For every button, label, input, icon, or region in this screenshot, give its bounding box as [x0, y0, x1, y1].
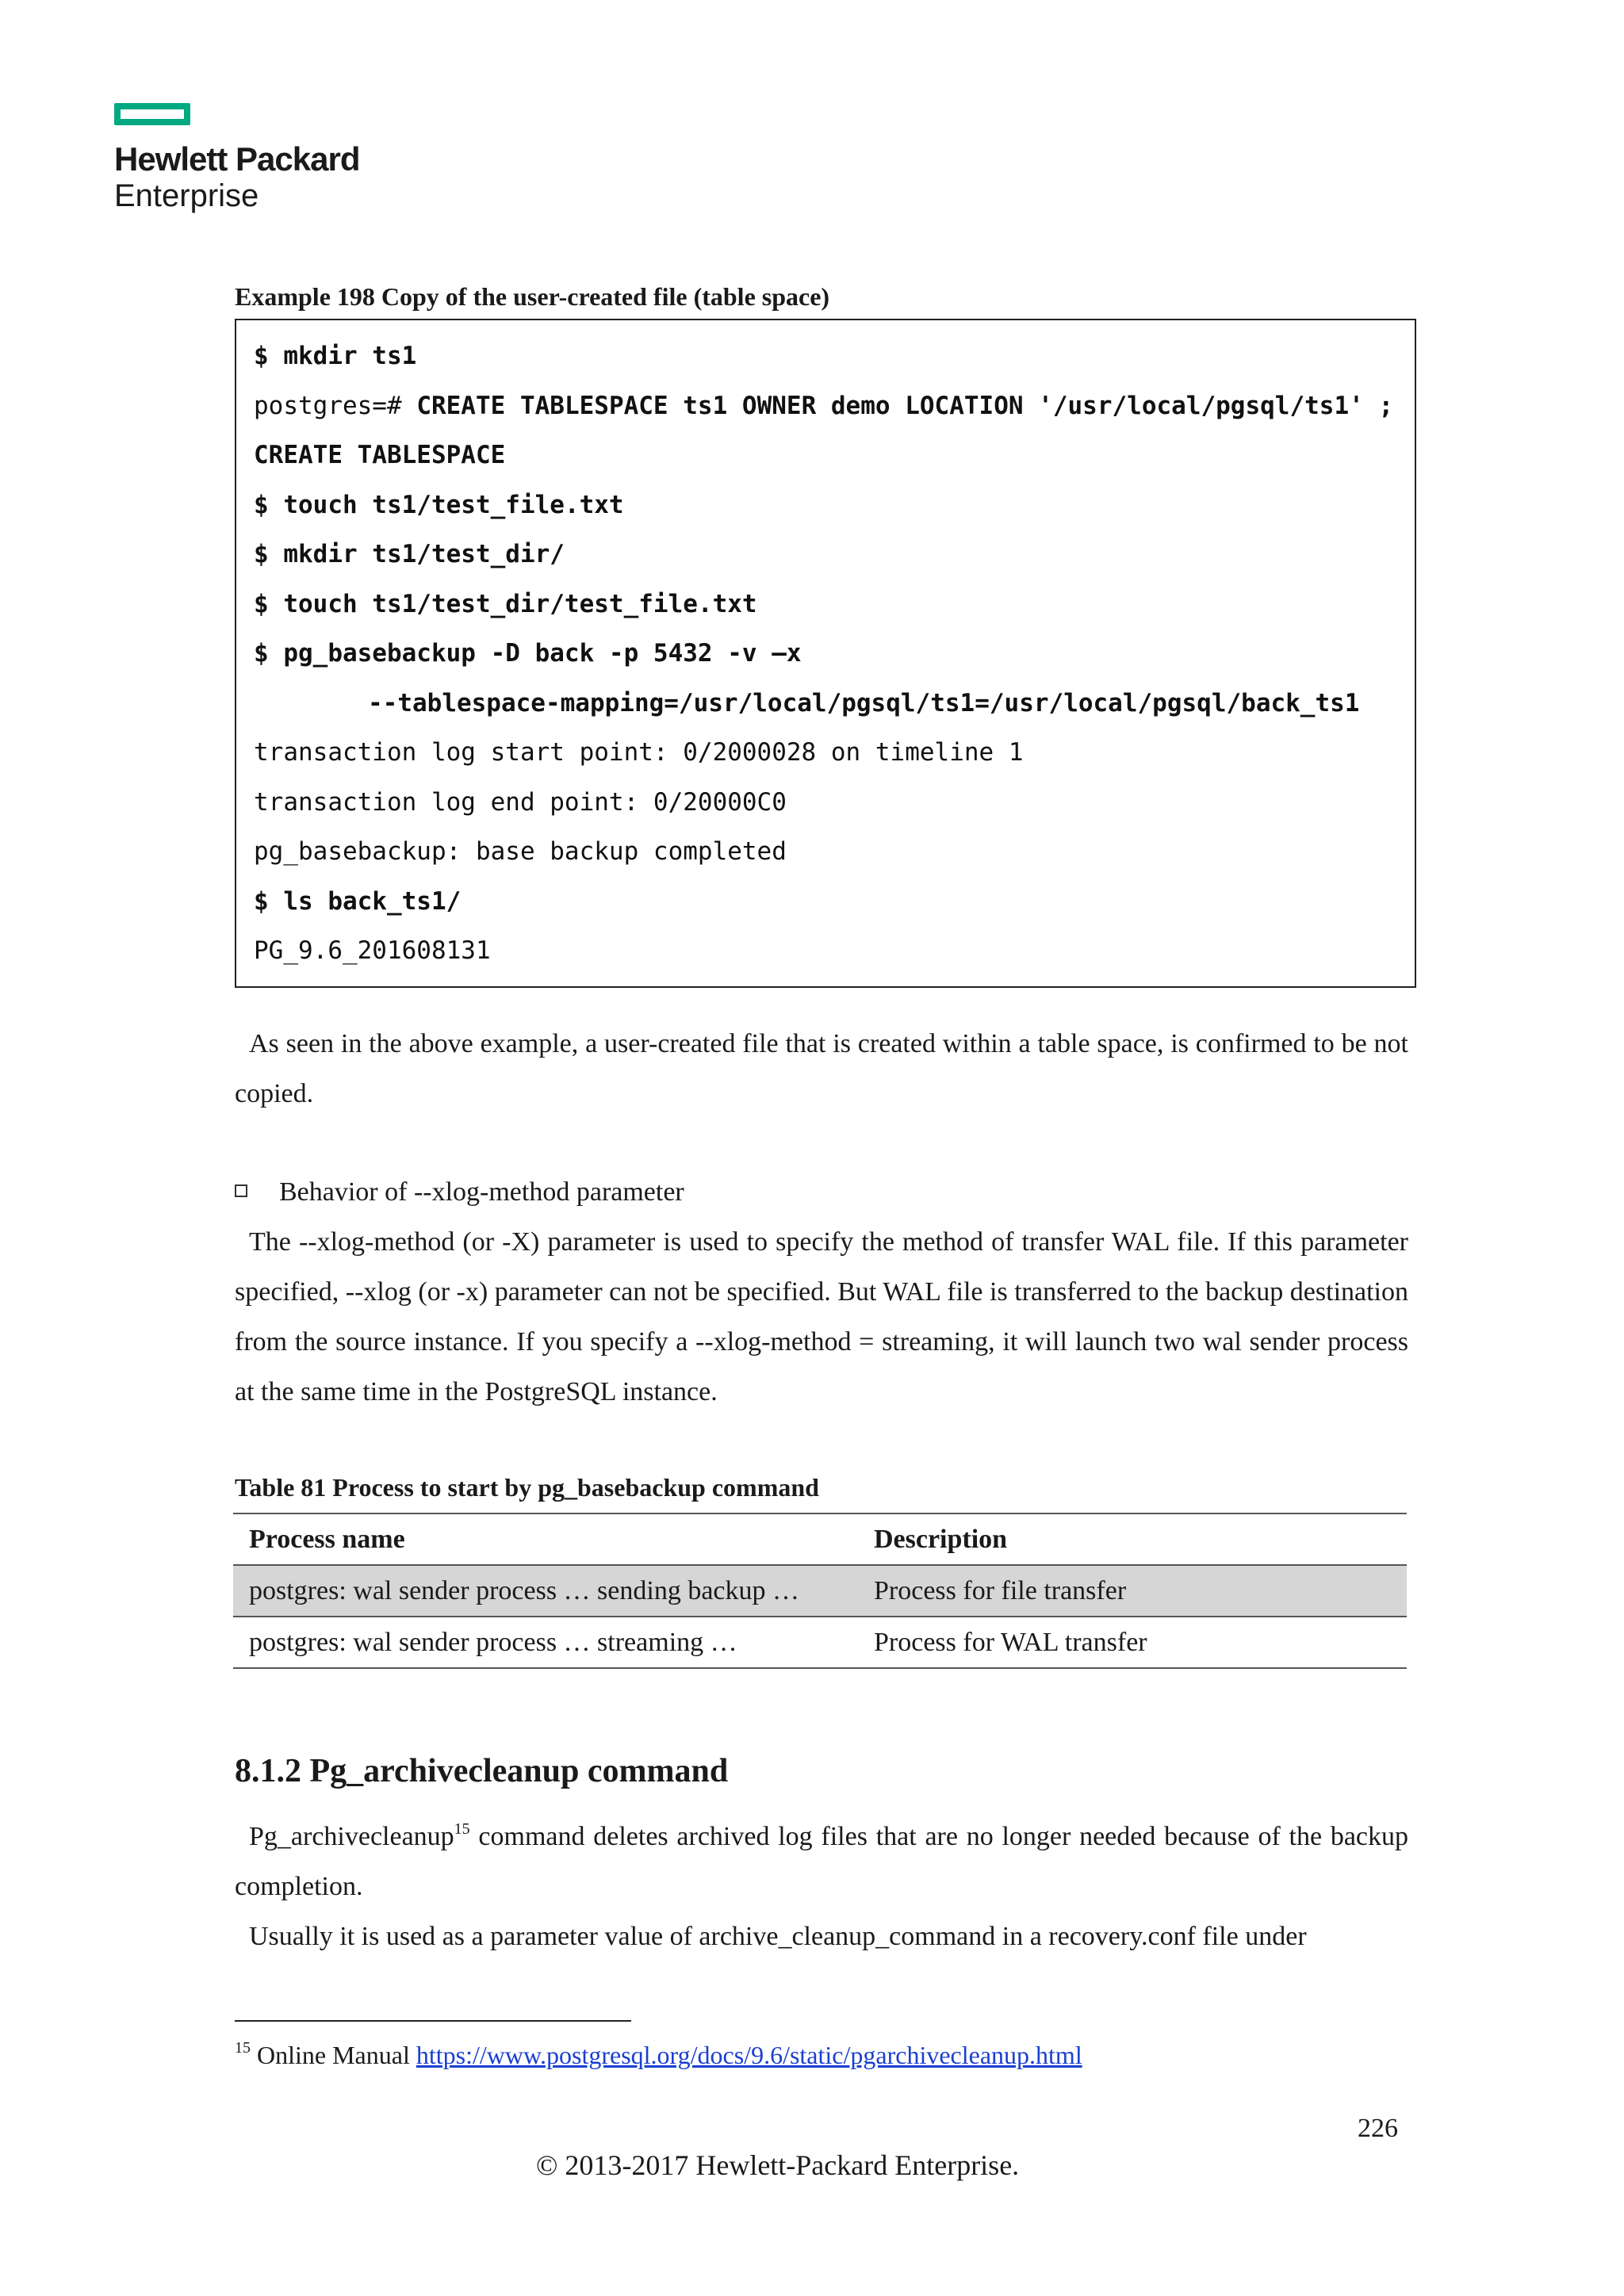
logo-text-line1: Hewlett Packard — [114, 140, 360, 178]
code-line: $ pg_basebackup -D back -p 5432 -v –x — [254, 639, 802, 668]
table-header-cell: Description — [874, 1524, 1008, 1554]
paragraph — [235, 1812, 1408, 1911]
table-cell: postgres: wal sender process … streaming … — [249, 1627, 737, 1657]
code-command: CREATE TABLESPACE ts1 OWNER demo LOCATION '/usr/local/pgsql/ts1' ; — [416, 391, 1394, 420]
code-line: transaction log end point: 0/20000C0 — [254, 787, 787, 817]
table-cell: postgres: wal sender process … sending backup … — [249, 1575, 800, 1605]
table-cell: Process for WAL transfer — [874, 1627, 1147, 1657]
process-table — [233, 1513, 1407, 1669]
section-title: 8.1.2 Pg_archivecleanup command — [235, 1753, 729, 1789]
paragraph: Usually it is used as a parameter value of archive_cleanup_command in a recovery.conf file under — [249, 1922, 1307, 1951]
code-line: $ mkdir ts1 — [254, 342, 417, 370]
example-caption: Example 198 Copy of the user-created file (table space) — [235, 282, 830, 311]
footnote-divider — [235, 2020, 631, 2022]
code-prompt: postgres=# — [254, 391, 417, 420]
table-header-cell: Process name — [249, 1524, 405, 1554]
footnote-number: 15 — [235, 2039, 251, 2057]
hpe-logo — [114, 103, 359, 214]
square-bullet-icon — [235, 1184, 247, 1197]
footnote-ref: 15 — [454, 1820, 470, 1838]
code-line: $ touch ts1/test_file.txt — [254, 490, 624, 519]
logo-text-line2: Enterprise — [114, 178, 259, 213]
copyright-footer: © 2013-2017 Hewlett-Packard Enterprise. — [536, 2149, 1020, 2181]
page-number: 226 — [1358, 2114, 1398, 2143]
code-line: pg_basebackup: base backup completed — [254, 837, 787, 866]
paragraph: The --xlog-method (or -X) parameter is used to specify the method of transfer WAL file. If this parameter specified, --xlog (or -x) parameter can not be specified. But WAL file is transferred to the backup destination from the source instance. If you specify a --xlog-method = streaming, it will launch two wal sender process at the same time in the PostgreSQL instance. — [235, 1227, 1408, 1406]
table-cell: Process for file transfer — [874, 1575, 1127, 1605]
bullet-text: Behavior of --xlog-method parameter — [279, 1177, 684, 1207]
paragraph-lead: Pg_archivecleanup — [249, 1822, 454, 1851]
paragraph-rest: command deletes archived log files that are no longer needed because of the backup completion. — [235, 1822, 1408, 1901]
table-row — [233, 1617, 1407, 1668]
table-header-row — [233, 1513, 1407, 1565]
footnote — [235, 2041, 1082, 2070]
code-line: --tablespace-mapping=/usr/local/pgsql/ts1=/usr/local/pgsql/back_ts1 — [368, 688, 1360, 718]
code-line — [254, 381, 1415, 431]
code-line: CREATE TABLESPACE — [254, 441, 506, 469]
table-row — [233, 1565, 1407, 1617]
footnote-text: Online Manual — [251, 2041, 416, 2069]
code-line: PG_9.6_201608131 — [254, 936, 491, 965]
table-caption: Table 81 Process to start by pg_basebackup command — [235, 1473, 819, 1502]
code-line: $ touch ts1/test_dir/test_file.txt — [254, 589, 757, 618]
bullet-heading — [235, 1167, 684, 1217]
code-line: transaction log start point: 0/2000028 on timeline 1 — [254, 738, 1024, 767]
footnote-link[interactable]: https://www.postgresql.org/docs/9.6/static/pgarchivecleanup.html — [416, 2041, 1082, 2069]
code-line: $ ls back_ts1/ — [254, 886, 462, 916]
code-example-box — [235, 319, 1416, 988]
code-line: $ mkdir ts1/test_dir/ — [254, 540, 565, 568]
paragraph: As seen in the above example, a user-created file that is created within a table space, is confirmed to be not copied. — [235, 1029, 1408, 1108]
logo-rectangle-icon — [114, 103, 190, 125]
